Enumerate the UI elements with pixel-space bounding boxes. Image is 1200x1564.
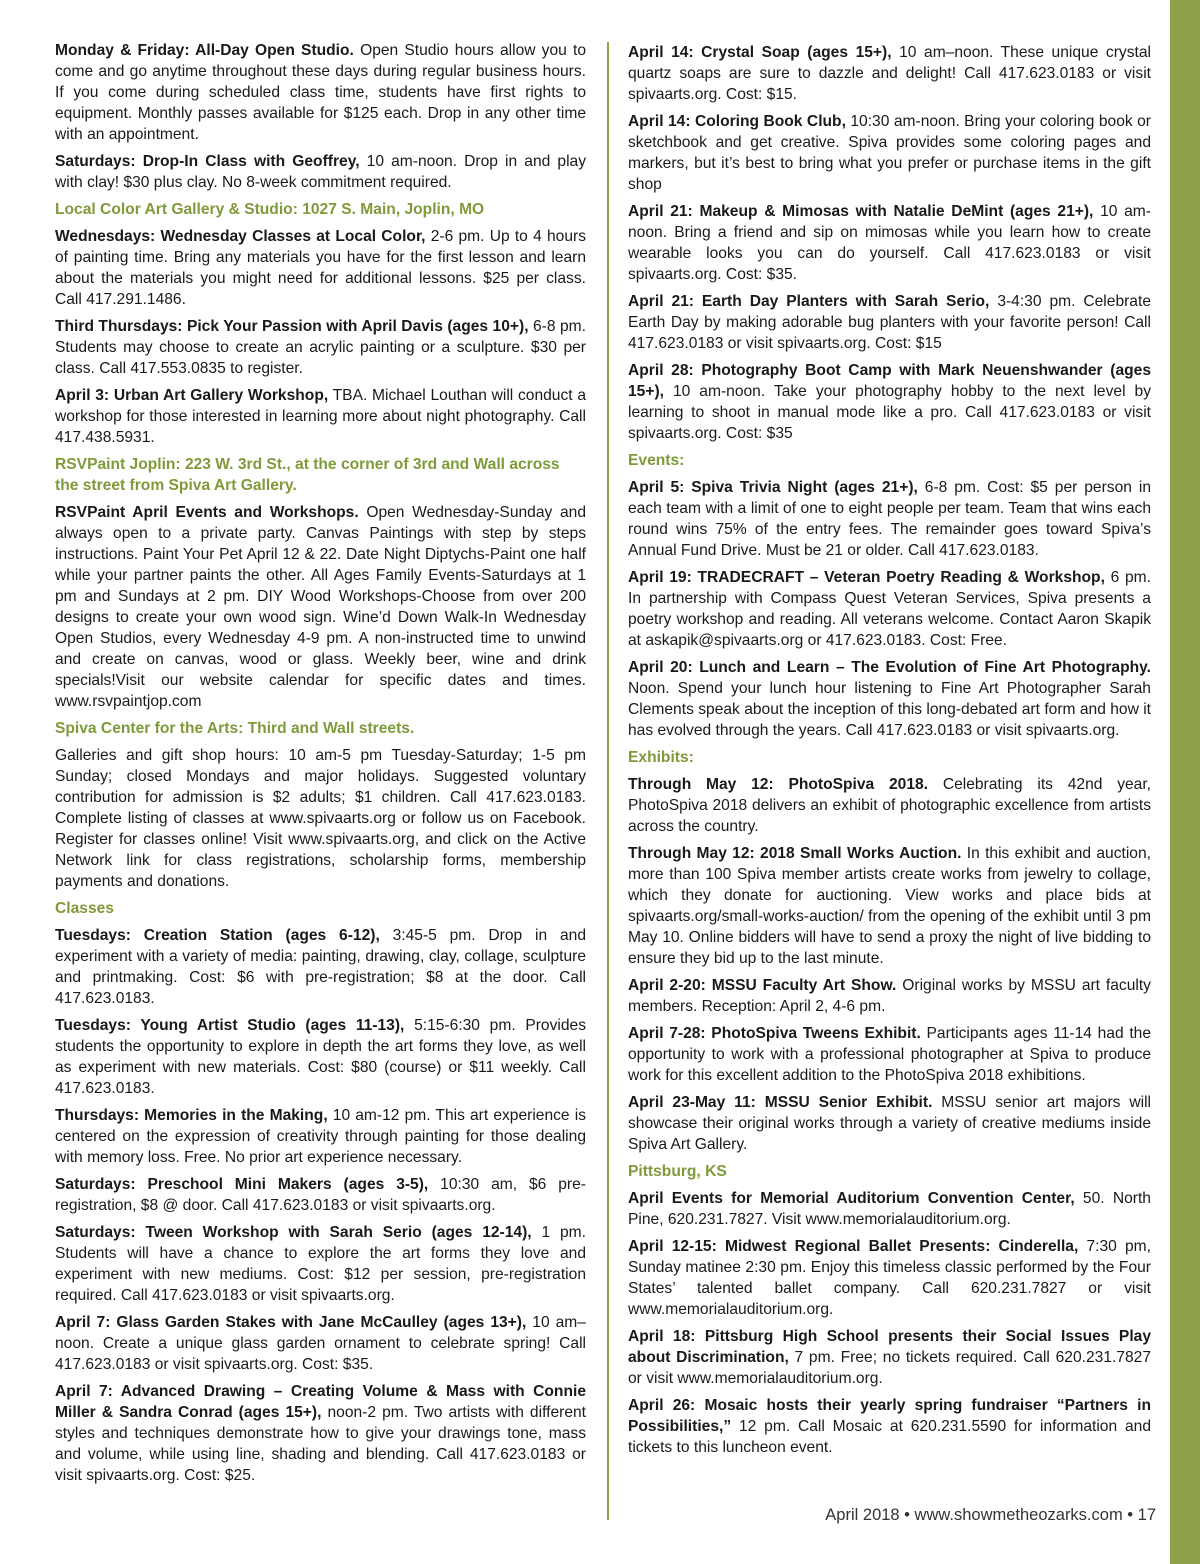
entry-title: Thursdays: Memories in the Making, <box>55 1107 328 1124</box>
accent-side-bar <box>1170 0 1200 1564</box>
entry-title: Saturdays: Preschool Mini Makers (ages 3-5), <box>55 1176 429 1193</box>
entry-body: Galleries and gift shop hours: 10 am-5 pm Tuesday-Saturday; 1-5 pm Sunday; closed Mondays and major holidays. Suggested voluntary contribution for admission is $2 adults; $1 children. Call 417.623.0183. Complete listing of classes at www.spivaarts.org or follow us on Facebook. Register for classes online! Visit www.spivaarts.org, and click on the Active Network link for class registrations, scholarship forms, membership payments and donations. <box>55 747 586 890</box>
entry-body: 3-4:30 pm. Celebrate Earth Day by making adorable bug planters with your favorite person! Call 417.623.0183 or visit spivaarts.org. Cost: $15 <box>628 293 1151 352</box>
listing-entry <box>628 1092 1151 1155</box>
entry-body: 7:30 pm, Sunday matinee 2:30 pm. Enjoy this timeless classic performed by the Four States’ talented ballet company. Call 620.231.7827 or visit www.memorialauditorium.org. <box>628 1238 1151 1318</box>
listing-entry <box>55 502 586 712</box>
listing-entry <box>55 1381 586 1486</box>
listing-entry <box>628 1395 1151 1458</box>
listing-entry <box>55 226 586 310</box>
listing-entry <box>628 477 1151 561</box>
entry-body: Open Wednesday-Sunday and always open to a private party. Canvas Paintings with step by steps instructions. Paint Your Pet April 12 & 22. Date Night Diptychs-Paint one half while your partner paints the other. All Ages Family Events-Saturdays at 1 pm and Sundays at 2 pm. DIY Wood Workshops-Choose from over 200 designs to create your own wood sign. Wine’d Down Walk-In Wednesday Open Studios, every Wednesday 4-9 pm. A non-instructed time to unwind and create on canvas, wood or glass. Weekly beer, wine and drink specials!Visit our website calendar for specific dates and times. www.rsvpaintjop.com <box>55 504 586 710</box>
entry-body: 10 am-noon. Drop in and play with clay! $30 plus clay. No 8-week commitment required. <box>55 153 586 191</box>
listing-entry <box>628 360 1151 444</box>
listing-entry <box>628 1236 1151 1320</box>
entry-title: Wednesdays: Wednesday Classes at Local Color, <box>55 228 426 245</box>
section-heading: Exhibits: <box>628 749 694 766</box>
entry-title: April 2-20: MSSU Faculty Art Show. <box>628 977 897 994</box>
entry-body: 6-8 pm. Cost: $5 per person in each team with a limit of one to eight people per team. Team that wins each round wins 75% of the entry fees. The remainder goes toward Spiva’s Annual Fund Drive. Must be 21 or older. Call 417.623.0183. <box>628 479 1151 559</box>
entry-body: Original works by MSSU art faculty members. Reception: April 2, 4-6 pm. <box>628 977 1151 1015</box>
listing-entry <box>55 385 586 448</box>
entry-title: April 3: Urban Art Gallery Workshop, <box>55 387 329 404</box>
entry-body: 3:45-5 pm. Drop in and experiment with a variety of media: painting, drawing, clay, collage, sculpture and printmaking. Cost: $6 with pre-registration; $8 at the door. Call 417.623.0183. <box>55 927 586 1007</box>
entry-body: 6-8 pm. Students may choose to create an acrylic painting or a sculpture. $30 per class. Call 417.553.0835 to register. <box>55 318 586 377</box>
entry-title: April 28: Photography Boot Camp with Mark Neuenshwander (ages 15+), <box>628 362 1151 400</box>
entry-title: April 14: Coloring Book Club, <box>628 113 846 130</box>
entry-body: Celebrating its 42nd year, PhotoSpiva 2018 delivers an exhibit of photographic excellence from artists across the country. <box>628 776 1152 835</box>
entry-body: 1 pm. Students will have a chance to explore the art forms they love and experiment with new mediums. Cost: $12 per session, pre-registration required. Call 417.623.0183 or visit spivaarts.org. <box>55 1224 586 1304</box>
entry-body: 10:30 am-noon. Bring your coloring book or sketchbook and get creative. Spiva provides some coloring pages and markers, but it’s best to bring what you prefer or purchase items in the gift shop <box>628 113 1151 193</box>
listing-entry <box>628 975 1151 1017</box>
entry-title: April 23-May 11: MSSU Senior Exhibit. <box>628 1094 933 1111</box>
column-divider <box>607 42 609 1520</box>
listing-entry <box>628 42 1151 105</box>
entry-title: April 19: TRADECRAFT – Veteran Poetry Reading & Workshop, <box>628 569 1105 586</box>
listing-entry <box>55 745 586 892</box>
listing-entry <box>628 657 1151 741</box>
entry-body: 10 am-12 pm. This art experience is centered on the expression of creativity through painting for those dealing with memory loss. Free. No prior art experience necessary. <box>55 1107 586 1166</box>
entry-body: 12 pm. Call Mosaic at 620.231.5590 for information and tickets to this luncheon event. <box>628 1418 1151 1456</box>
entry-body: Noon. Spend your lunch hour listening to Fine Art Photographer Sarah Clements speak about the inception of this long-debated art form and how it has evolved through the years. Call 417.623.0183 or visit spivaarts.org. <box>628 680 1151 739</box>
entry-title: April 5: Spiva Trivia Night (ages 21+), <box>628 479 918 496</box>
entry-title: April 26: Mosaic hosts their yearly spring fundraiser “Partners in Possibilities,” <box>628 1397 1151 1435</box>
listing-entry <box>55 40 586 145</box>
listing-entry <box>628 1188 1151 1230</box>
entry-body: Participants ages 11-14 had the opportunity to work with a professional photographer at Spiva to produce work for this excellent addition to the PhotoSpiva 2018 exhibitions. <box>628 1025 1151 1084</box>
entry-title: April Events for Memorial Auditorium Convention Center, <box>628 1190 1075 1207</box>
listing-entry <box>55 1222 586 1306</box>
entry-body: 10:30 am, $6 pre-registration, $8 @ door. Call 417.623.0183 or visit spivaarts.org. <box>55 1176 586 1214</box>
entry-title: Third Thursdays: Pick Your Passion with April Davis (ages 10+), <box>55 318 529 335</box>
listing-entry <box>628 1326 1151 1389</box>
entry-body: 10 am-noon. Take your photography hobby to the next level by learning to shoot in manual mode like a pro. Call 417.623.0183 or visit spivaarts.org. Cost: $35 <box>628 383 1151 442</box>
entry-body: In this exhibit and auction, more than 100 Spiva member artists create works from jewelry to collage, which they donate for auctioning. View works and place bids at spivaarts.org/small-works-auction/ from the opening of the exhibit until 3 pm May 10. Online bidders will have to send a proxy the night of live bidding to ensure they bid up to the last minute. <box>628 845 1151 967</box>
listing-entry <box>55 151 586 193</box>
entry-title: Through May 12: 2018 Small Works Auction. <box>628 845 962 862</box>
left-column <box>55 40 586 1492</box>
entry-body: Open Studio hours allow you to come and go anytime throughout these days during regular business hours. If you come during scheduled class time, students have first rights to equipment. Monthly passes available for $125 each. Drop in any other time with an appointment. <box>55 42 586 143</box>
entry-body: 7 pm. Free; no tickets required. Call 620.231.7827 or visit www.memorialauditorium.org. <box>628 1349 1151 1387</box>
entry-title: April 18: Pittsburg High School presents their Social Issues Play about Discrimination, <box>628 1328 1151 1366</box>
entry-body: 5:15-6:30 pm. Provides students the opportunity to explore in depth the art forms they love, as well as experiment with new materials. Cost: $80 (course) or $11 weekly. Call 417.623.0183. <box>55 1017 586 1097</box>
entry-title: April 21: Earth Day Planters with Sarah Serio, <box>628 293 990 310</box>
entry-title: Tuesdays: Creation Station (ages 6-12), <box>55 927 380 944</box>
entry-title: April 21: Makeup & Mimosas with Natalie DeMint (ages 21+), <box>628 203 1094 220</box>
entry-title: April 20: Lunch and Learn – The Evolution of Fine Art Photography. <box>628 659 1151 676</box>
listing-entry <box>628 201 1151 285</box>
entry-title: RSVPaint April Events and Workshops. <box>55 504 359 521</box>
right-column <box>628 42 1151 1464</box>
listing-entry <box>628 843 1151 969</box>
section-heading: Classes <box>55 900 114 917</box>
listing-entry <box>628 774 1151 837</box>
listing-entry <box>55 925 586 1009</box>
section-heading: Spiva Center for the Arts: Third and Wall streets. <box>55 720 415 737</box>
entry-body: 50. North Pine, 620.231.7827. Visit www.memorialauditorium.org. <box>628 1190 1151 1228</box>
entry-title: April 12-15: Midwest Regional Ballet Presents: Cinderella, <box>628 1238 1079 1255</box>
entry-title: Saturdays: Drop-In Class with Geoffrey, <box>55 153 360 170</box>
entry-title: April 7: Glass Garden Stakes with Jane McCaulley (ages 13+), <box>55 1314 527 1331</box>
entry-body: 10 am–noon. These unique crystal quartz soaps are sure to dazzle and delight! Call 417.623.0183 or visit spivaarts.org. Cost: $15. <box>628 44 1151 103</box>
listing-entry <box>55 316 586 379</box>
listing-entry <box>628 111 1151 195</box>
entry-title: Tuesdays: Young Artist Studio (ages 11-13), <box>55 1017 405 1034</box>
entry-body: 6 pm. In partnership with Compass Quest Veteran Services, Spiva presents a poetry workshop and reading. All veterans welcome. Contact Aaron Skapik at askapik@spivaarts.org or 417.623.0183. Cost: Free. <box>628 569 1151 649</box>
entry-body: noon-2 pm. Two artists with different styles and techniques demonstrate how to give your drawings tone, mass and volume, while using line, shading and blending. Call 417.623.0183 or visit spivaarts.org. Cost: $25. <box>55 1404 586 1484</box>
page-footer: April 2018 • www.showmetheozarks.com • 17 <box>825 1506 1156 1524</box>
entry-body: TBA. Michael Louthan will conduct a workshop for those interested in learning more about night photography. Call 417.438.5931. <box>55 387 586 446</box>
entry-body: MSSU senior art majors will showcase their original works through a variety of creative mediums inside Spiva Art Gallery. <box>628 1094 1152 1153</box>
listing-entry <box>628 291 1151 354</box>
listing-entry <box>628 567 1151 651</box>
entry-title: April 7: Advanced Drawing – Creating Volume & Mass with Connie Miller & Sandra Conrad (ages 15+), <box>55 1383 586 1421</box>
section-heading: Events: <box>628 452 685 469</box>
section-heading: Pittsburg, KS <box>628 1163 727 1180</box>
entry-title: Through May 12: PhotoSpiva 2018. <box>628 776 929 793</box>
entry-title: Monday & Friday: All-Day Open Studio. <box>55 42 354 59</box>
listing-entry <box>55 1015 586 1099</box>
entry-title: April 7-28: PhotoSpiva Tweens Exhibit. <box>628 1025 921 1042</box>
entry-title: April 14: Crystal Soap (ages 15+), <box>628 44 892 61</box>
section-heading: RSVPaint Joplin: 223 W. 3rd St., at the corner of 3rd and Wall across the street from Spiva Art Gallery. <box>55 456 560 494</box>
listing-entry <box>55 1312 586 1375</box>
section-heading: Local Color Art Gallery & Studio: 1027 S. Main, Joplin, MO <box>55 201 485 218</box>
listing-entry <box>628 1023 1151 1086</box>
entry-title: Saturdays: Tween Workshop with Sarah Serio (ages 12-14), <box>55 1224 532 1241</box>
entry-body: 10 am–noon. Create a unique glass garden ornament to celebrate spring! Call 417.623.0183 or visit spivaarts.org. Cost: $35. <box>55 1314 586 1373</box>
listing-entry <box>55 1105 586 1168</box>
entry-body: 10 am-noon. Bring a friend and sip on mimosas while you learn how to create wearable looks you can do yourself. Call 417.623.0183 or visit spivaarts.org. Cost: $35. <box>628 203 1151 283</box>
listing-entry <box>55 1174 586 1216</box>
entry-body: 2-6 pm. Up to 4 hours of painting time. Bring any materials you have for the first lesson and learn about the materials you might need for additional lessons. $25 per class. Call 417.291.1486. <box>55 228 586 308</box>
